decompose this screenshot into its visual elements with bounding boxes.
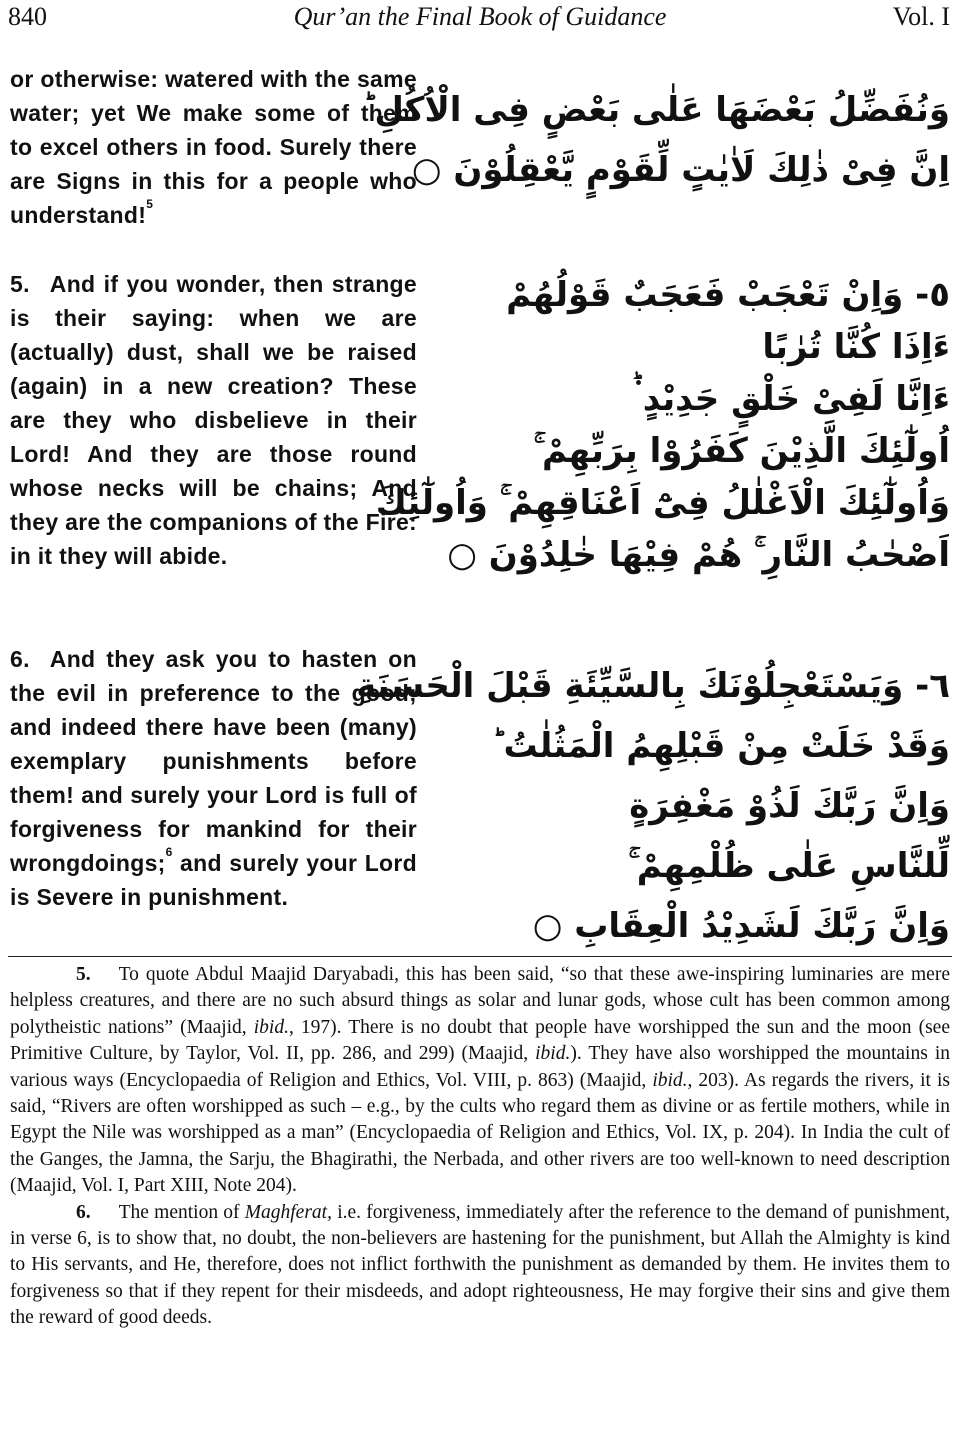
arabic-line: اُولٰٓئِكَ الَّذِيْنَ كَفَرُوْا بِرَبِّهِمْ ۚ [533,431,950,471]
page-header [0,0,960,34]
verse-arabic [356,656,950,956]
footnote-number: 6. [76,1201,91,1223]
book-title: Qur’an the Final Book of Guidance [293,2,667,31]
verse-arabic [362,80,950,200]
footnote-text: , 203). As regards the rivers, it is said, “Rivers are often worshipped as such – e.g., by the cults who regard them as divine or as fertile mothers, while in Egypt the Nile was worshipped as a man” (Encyclopaedia of Religion and Ethics, Vol. IX, p. 204). In India the cult of the Ganges, the Jamna, the Sarju, the Bhagirathi, the Nerbada, and other rivers are too well-known to need description (Maajid, Vol. I, Part XIII, Note 204). [10,1069,950,1197]
arabic-line: وَاُولٰٓئِكَ الْاَغْلٰلُ فِىْٓ اَعْنَاقِهِمْ ۚ وَاُولٰٓئِكَ [375,483,950,523]
footnote-ref: 5 [146,197,154,211]
arabic-line: ءَاِنَّا لَفِىْ خَلْقٍ جَدِيْدٍ ۬ؕ [634,379,950,419]
verse-text: or otherwise: watered with the same water; yet We make some of them to excel others in food. Surely there are Signs in this for a people who understand! [10,66,417,228]
footnote-5 [10,962,950,1200]
verse-arabic [375,269,950,581]
footnote-text: , 197). There is no doubt that people have worshipped the sun and the moon (see Primitive Culture, by Taylor, Vol. II, pp. 286, and 299) (Maajid, [10,1016,950,1065]
footnote-italic: ibid. [535,1043,571,1065]
footnote-italic: ibid. [652,1069,688,1091]
footnotes [10,962,950,1332]
verse-text: And they ask you to hasten on the evil in preference to the good; and indeed there have been (many) exemplary punishments before them! and surely your Lord is full of forgiveness for mankind for their wrongdoings; [10,646,417,876]
footnote-6 [10,1200,950,1332]
verse-text-continued: and surely your Lord is Severe in punishment. [10,850,417,910]
arabic-line: ٦- وَيَسْتَعْجِلُوْنَكَ بِالسَّيِّئَةِ قَبْلَ الْحَسَنَةِ [356,666,950,706]
arabic-line: وَاِنَّ رَبَّكَ لَذُوْ مَغْفِرَةٍ [629,786,950,826]
footnote-number: 5. [76,964,91,985]
footnote-text: i.e. forgiveness, immediately after the reference to the demand of punishment, in verse 6, is to show that, no doubt, the non-believers are hastening for the punishment, but Allah the Almighty is kind to His servants, and He, therefore, does not inflict forthwith the punishment as demanded by them. He invites them to forgiveness so that if they repent for their misdeeds, and adopt righteousness, He may forgive their sins and give them the reward of good deeds. [10,1201,950,1329]
verse-number: 6. [10,646,30,672]
arabic-line: وَنُفَضِّلُ بَعْضَهَا عَلٰى بَعْضٍ فِى الْاُكُلِ ؕ [362,90,950,130]
verse-text: And if you wonder, then strange is their saying: when we are (actually) dust, shall we be raised (again) in a new creation? These are they who disbelieve in their Lord! And they are those round whose necks will be chains; And they are the companions of the Fire: in it they will abide. [10,271,417,569]
arabic-line: اَصْحٰبُ النَّارِ ۚ هُمْ فِيْهَا خٰلِدُوْنَ ○ [447,535,950,575]
arabic-line: وَقَدْ خَلَتْ مِنْ قَبْلِهِمُ الْمَثُلٰتُ ؕ [491,726,950,766]
footnote-text: To quote Abdul Maajid Daryabadi, this has been said, “so that these awe-inspiring luminaries are mere helpless creatures, and there are no such absurd things as solar and lunar gods, whose cult has been common among polytheistic nations” (Maajid, [10,964,950,1038]
arabic-line: ءَاِذَا كُنَّا تُرٰبًا [762,327,950,367]
footnote-text: ). They have also worshipped the mountains in various ways (Encyclopaedia of Religion and Ethics, Vol. VIII, p. 863) (Maajid, [10,1043,950,1091]
arabic-line: اِنَّ فِىْ ذٰلِكَ لَاٰيٰتٍ لِّقَوْمٍ يَّعْقِلُوْنَ ○ [411,150,950,190]
verse-english [10,267,417,573]
verse-number: 5. [10,271,30,297]
verse-english [10,62,417,232]
page-number: 840 [8,2,47,31]
footnote-text: The mention of [118,1201,245,1223]
arabic-line: ٥- وَاِنْ تَعْجَبْ فَعَجَبٌ قَوْلُهُمْ [506,275,950,315]
footnote-italic: ibid. [253,1016,289,1038]
footnote-ref: 6 [165,845,173,859]
arabic-line: وَاِنَّ رَبَّكَ لَشَدِيْدُ الْعِقَابِ ○ [532,906,950,946]
arabic-line: لِّلنَّاسِ عَلٰى ظُلْمِهِمْ ۚ [628,846,950,886]
footnote-divider [8,956,952,957]
volume-label: Vol. I [892,2,950,31]
footnote-italic: Maghferat, [244,1201,332,1223]
